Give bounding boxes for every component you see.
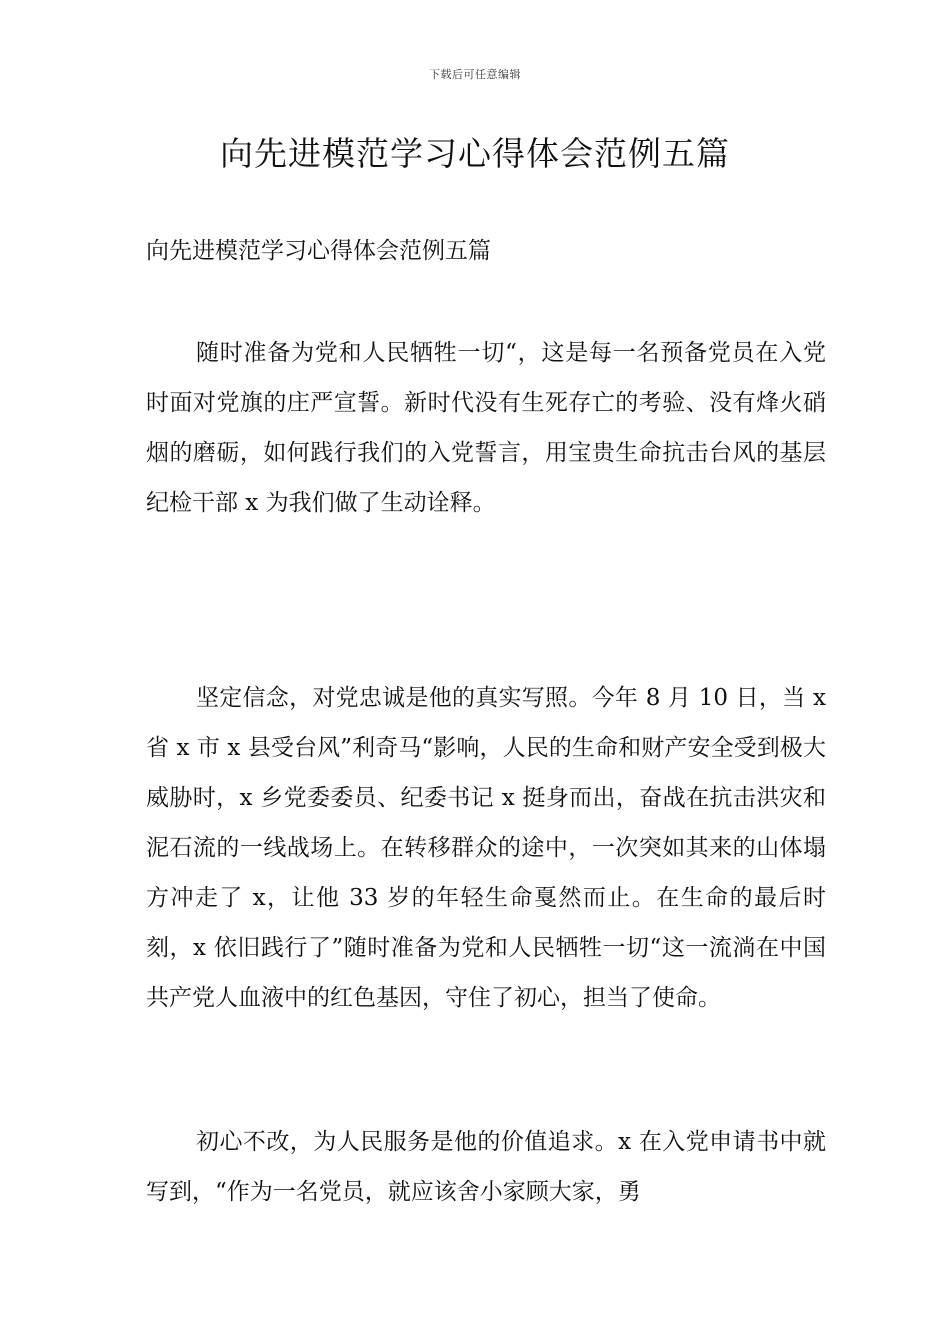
document-subtitle: 向先进模范学习心得体会范例五篇 xyxy=(146,238,491,264)
paragraph-3: 初心不改，为人民服务是他的价值追求。x 在入党申请书中就写到，“作为一名党员，就应该舍小家顾大家，勇 xyxy=(146,1129,826,1205)
paragraph-2: 坚定信念，对党忠诚是他的真实写照。今年 8 月 10 日，当 x 省 x 市 x 县受台风”利奇马“影响，人民的生命和财产安全受到极大威胁时，x 乡党委委员、纪委书记 x 挺身而出，奋战在抗击洪灾和泥石流的一线战场上。在转移群众的途中，一次突如其来的山体塌方冲走了 x，让他 33 岁的年轻生命戛然而止。在生命的最后时刻，x 依旧践行了”随时准备为党和人民牺牲一切“这一流淌在中国共产党人血液中的红色基因，守住了初心，担当了使命。 xyxy=(146,685,826,1011)
document-title: 向先进模范学习心得体会范例五篇 xyxy=(220,134,730,173)
header-note: 下载后可任意编辑 xyxy=(429,68,521,81)
paragraph-1: 随时准备为党和人民牺牲一切“，这是每一名预备党员在入党时面对党旗的庄严宣誓。新时代没有生死存亡的考验、没有烽火硝烟的磨砺，如何践行我们的入党誓言，用宝贵生命抗击台风的基层纪检干部 x 为我们做了生动诠释。 xyxy=(146,340,826,516)
